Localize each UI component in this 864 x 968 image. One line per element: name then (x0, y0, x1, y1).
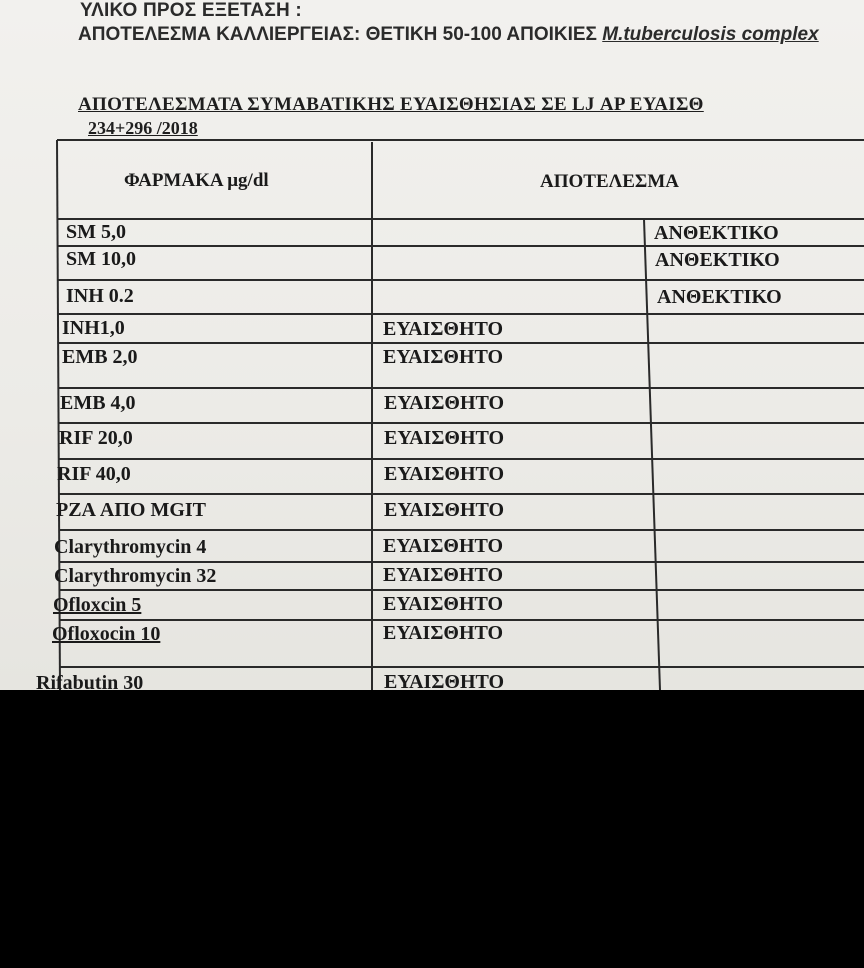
table-row-drug: SM 10,0 (66, 248, 136, 270)
table-row-sensitive: ΕΥΑΙΣΘΗΤΟ (384, 463, 505, 485)
column-header-drugs: ΦΑΡΜΑΚΑ μg/dl (124, 170, 269, 191)
table-row-drug: RIF 40,0 (57, 463, 131, 485)
table-row-sensitive: ΕΥΑΙΣΘΗΤΟ (383, 564, 504, 586)
table-row-resistant: ΑΝΘΕΚΤΙΚΟ (654, 222, 779, 244)
table-row-drug: Clarythromycin 4 (54, 536, 207, 558)
table-row-drug: EMB 2,0 (62, 346, 138, 368)
table-row-drug: EMB 4,0 (60, 392, 136, 414)
section-number: 234+296 /2018 (88, 118, 198, 138)
table-row-resistant: ΑΝΘΕΚΤΙΚΟ (657, 286, 782, 308)
table-row-drug: PZA ΑΠΟ MGIT (56, 499, 207, 521)
table-row-sensitive: ΕΥΑΙΣΘΗΤΟ (383, 535, 504, 557)
table-row-sensitive: ΕΥΑΙΣΘΗΤΟ (383, 346, 504, 368)
table-row-drug: INH 0.2 (66, 285, 134, 307)
table-row-sensitive: ΕΥΑΙΣΘΗΤΟ (384, 427, 505, 449)
organism-name: M.tuberculosis complex (602, 24, 819, 45)
table-row-sensitive: ΕΥΑΙΣΘΗΤΟ (384, 671, 505, 690)
culture-result (78, 24, 848, 46)
table-row-drug: Rifabutin 30 (36, 672, 144, 690)
material-line: ΥΛΙΚΟ ΠΡΟΣ ΕΞΕΤΑΣΗ : (80, 0, 302, 21)
table-row-drug: Ofloxocin 10 (52, 623, 161, 645)
table-row-sensitive: ΕΥΑΙΣΘΗΤΟ (383, 318, 504, 340)
section-title: ΑΠΟΤΕΛΕΣΜΑΤΑ ΣΥΜΑΒΑΤΙΚΗΣ ΕΥΑΙΣΘΗΣΙΑΣ ΣΕ LJ ΑΡ ΕΥΑΙΣΘ (78, 94, 704, 115)
table-row-sensitive: ΕΥΑΙΣΘΗΤΟ (384, 499, 505, 521)
table-row-drug: Clarythromycin 32 (54, 565, 217, 587)
table-row-drug: RIF 20,0 (59, 427, 133, 449)
column-header-result: ΑΠΟΤΕΛΕΣΜΑ (540, 171, 679, 192)
table-row-resistant: ΑΝΘΕΚΤΙΚΟ (655, 249, 780, 271)
table-row-sensitive: ΕΥΑΙΣΘΗΤΟ (383, 593, 504, 615)
table-row-drug: SM 5,0 (66, 221, 126, 243)
table-row-sensitive: ΕΥΑΙΣΘΗΤΟ (383, 622, 504, 644)
table-row-drug: Ofloxcin 5 (53, 594, 142, 616)
table-row-drug: INH1,0 (62, 317, 125, 339)
culture-result-prefix: ΑΠΟΤΕΛΕΣΜΑ ΚΑΛΛΙΕΡΓΕΙΑΣ: ΘΕΤΙΚΗ 50-100 ΑΠΟΙΚΙΕΣ (78, 24, 597, 45)
table-row-sensitive: ΕΥΑΙΣΘΗΤΟ (384, 392, 505, 414)
